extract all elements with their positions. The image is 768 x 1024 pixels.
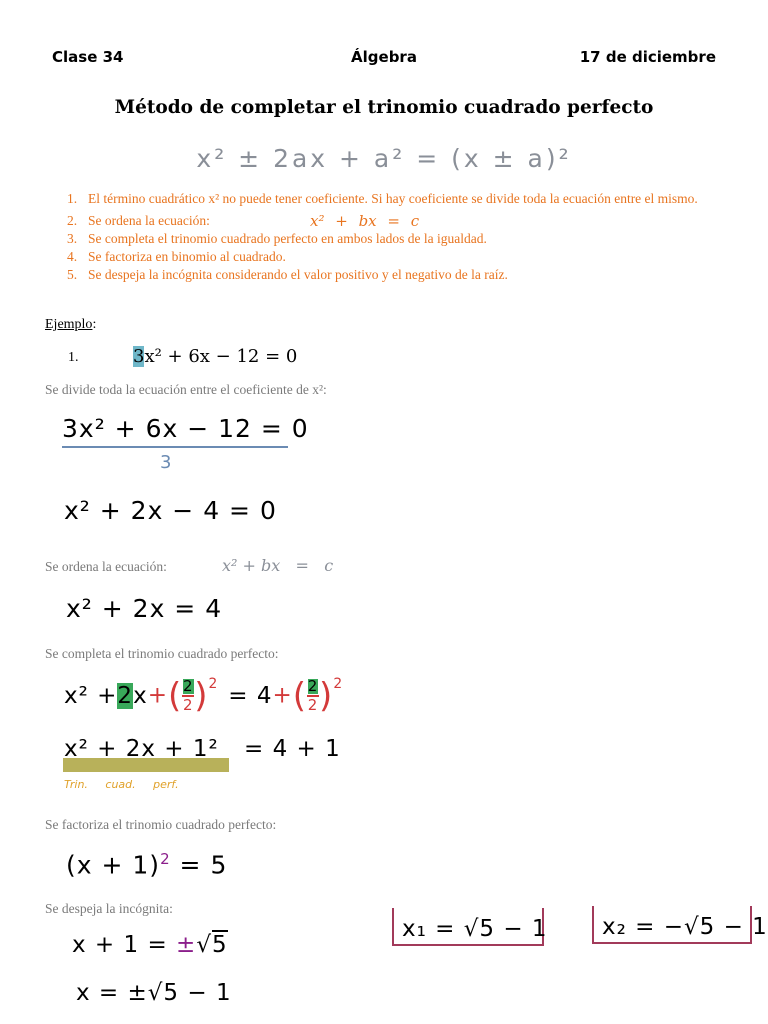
step-text: El término cuadrático x² no puede tener coeficiente. Si hay coeficiente se divide toda la ecuación entre el mismo.: [88, 191, 698, 206]
hw-order: x² + 2x = 4: [66, 594, 223, 623]
step-text: Se completa el trinomio cuadrado perfecto en ambos lados de la igualdad.: [88, 231, 487, 246]
hw-solve-2: x = ±√5 − 1: [76, 980, 232, 1006]
page-title: Método de completar el trinomio cuadrado perfecto: [114, 97, 654, 118]
step-item: [67, 266, 728, 284]
date: 17 de diciembre: [579, 48, 716, 66]
hw-result-1: x² + 2x − 4 = 0: [64, 496, 277, 525]
note-order: Se ordena la ecuación:: [45, 559, 167, 574]
solution-x2: x₂ = −√5 − 1: [602, 914, 768, 940]
highlighted-b: 2: [117, 683, 134, 709]
solution-x1: x₁ = √5 − 1: [402, 916, 548, 942]
highlighted-coefficient: 3: [133, 346, 145, 367]
step-text: Se factoriza en binomio al cuadrado.: [88, 249, 286, 264]
hw-divisor: 3: [160, 452, 173, 473]
note-solve: Se despeja la incógnita:: [45, 901, 173, 916]
added-term-right: +( $\frac{2}{2}$ )$^2$: [272, 676, 344, 716]
step-number: 3.: [67, 231, 78, 246]
order-math: x² + bx = c: [222, 556, 334, 575]
hw-dividend: 3x² + 6x − 12 = 0: [62, 414, 309, 443]
class-number: Clase 34: [52, 48, 124, 66]
step-item: [67, 190, 728, 208]
step-text: Se ordena la ecuación:: [88, 213, 210, 228]
hw-trinomial-rhs: = 4 + 1: [244, 736, 341, 762]
trinomial-label: Trin. cuad. perf.: [64, 778, 179, 791]
note-factor: Se factoriza el trinomio cuadrado perfecto:: [45, 817, 277, 832]
note-complete: Se completa el trinomio cuadrado perfecto:: [45, 646, 279, 661]
subject: Álgebra: [351, 48, 417, 66]
step-item: [67, 212, 728, 230]
steps-list: [67, 190, 728, 284]
step-number: 1.: [67, 191, 78, 206]
hw-solve-1: x + 1 = ±√5: [72, 932, 228, 958]
step-math: x² + bx = c: [310, 212, 420, 230]
hw-trinomial: x² + 2x + 1²: [64, 736, 219, 762]
note-divide: Se divide toda la ecuación entre el coeficiente de x²:: [45, 382, 327, 397]
example-heading: Ejemplo:: [45, 317, 97, 332]
step-item: [67, 230, 728, 248]
fraction-bar: [62, 446, 288, 448]
step-number: 5.: [67, 267, 78, 282]
step-number: 4.: [67, 249, 78, 264]
problem-number: 1.: [68, 350, 79, 365]
hw-factor: $(x + 1)^2 = 5$: [66, 850, 228, 880]
example-equation: 3x² + 6x − 12 = 0: [133, 346, 298, 367]
step-text: Se despeja la incógnita considerando el valor positivo y el negativo de la raíz.: [88, 267, 508, 282]
added-term-left: +( $\frac{2}{2}$ )$^2$: [147, 676, 219, 716]
general-formula: x² ± 2ax + a² = (x ± a)²: [196, 144, 572, 173]
step-number: 2.: [67, 213, 78, 228]
hw-complete: x² + 2 x +( $\frac{2}{2}$ )$^2$ = 4 +( $\frac{2}{2}$ )$^2$: [64, 676, 344, 716]
step-item: [67, 248, 728, 266]
